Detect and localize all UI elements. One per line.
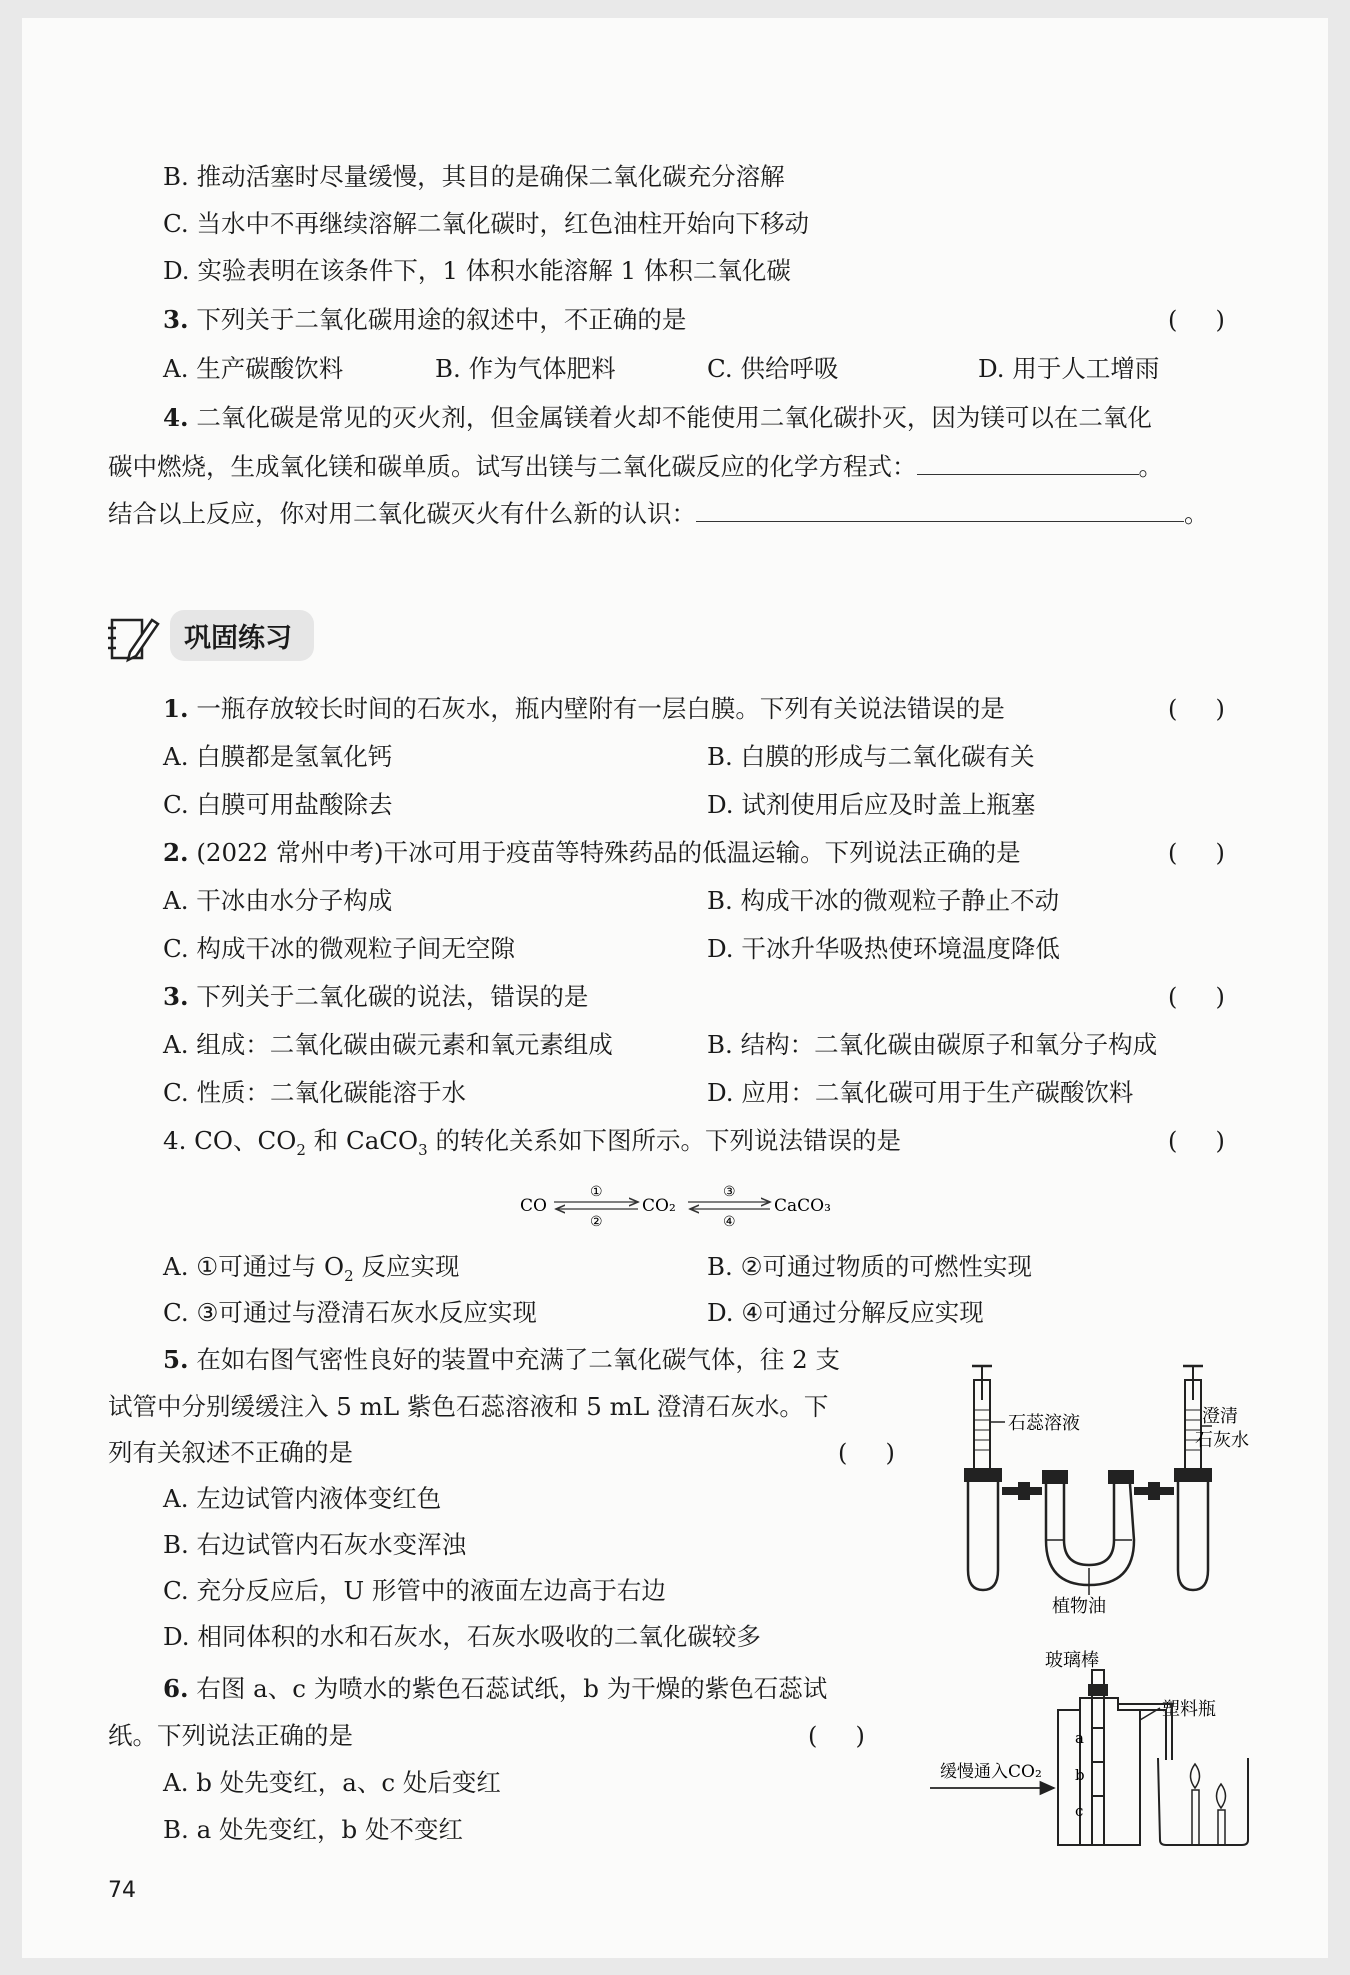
glass-rod-label: 玻璃棒 <box>1045 1650 1099 1671</box>
option-b: B. 白膜的形成与二氧化碳有关 <box>707 742 1035 771</box>
question-6-line1: 6. 右图 a、c 为喷水的紫色石蕊试纸，b 为干燥的紫色石蕊试 <box>163 1674 828 1703</box>
option-c: C. 构成干冰的微观粒子间无空隙 <box>163 934 515 963</box>
question-3-stem: 3. 下列关于二氧化碳的说法，错误的是 <box>163 982 589 1011</box>
option-a: A. 白膜都是氢氧化钙 <box>163 742 393 771</box>
conversion-diagram <box>520 1180 840 1230</box>
paper-c-label: c <box>1075 1802 1084 1820</box>
answer-paren: ( ) <box>1168 983 1225 1011</box>
co2-bottle-apparatus-diagram <box>920 1640 1260 1855</box>
option-a: A. 干冰由水分子构成 <box>163 886 393 915</box>
option-d: D. 相同体积的水和石灰水，石灰水吸收的二氧化碳较多 <box>163 1622 761 1651</box>
option-d: D. 应用：二氧化碳可用于生产碳酸饮料 <box>707 1078 1134 1107</box>
answer-paren: ( ) <box>838 1439 895 1467</box>
option-a: A. b 处先变红，a、c 处后变红 <box>163 1768 501 1797</box>
pencil-notebook-icon <box>106 612 162 664</box>
option-d: D. ④可通过分解反应实现 <box>707 1298 984 1327</box>
option-c: C. 白膜可用盐酸除去 <box>163 790 393 819</box>
question-1-stem: 1. 一瓶存放较长时间的石灰水，瓶内壁附有一层白膜。下列有关说法错误的是 <box>163 694 1005 723</box>
option-d: D. 用于人工增雨 <box>978 354 1160 383</box>
option-c: C. 性质：二氧化碳能溶于水 <box>163 1078 466 1107</box>
answer-paren: ( ) <box>1168 1127 1225 1155</box>
option-b: B. 构成干冰的微观粒子静止不动 <box>707 886 1060 915</box>
option-b: B. 作为气体肥料 <box>435 354 616 383</box>
limewater-label-1: 澄清 <box>1202 1406 1238 1427</box>
caco3-label: CaCO₃ <box>774 1196 831 1216</box>
arrow-2-label: ② <box>590 1214 603 1230</box>
option-c: C. 当水中不再继续溶解二氧化碳时，红色油柱开始向下移动 <box>163 209 809 238</box>
option-c: C. ③可通过与澄清石灰水反应实现 <box>163 1298 537 1327</box>
co2-label: CO₂ <box>642 1196 676 1216</box>
option-b: B. a 处先变红，b 处不变红 <box>163 1815 463 1844</box>
arrow-3-label: ③ <box>723 1184 736 1200</box>
question-5-line2: 试管中分别缓缓注入 5 mL 紫色石蕊溶液和 5 mL 澄清石灰水。下 <box>108 1392 829 1421</box>
section-title: 巩固练习 <box>170 610 314 661</box>
answer-paren: ( ) <box>1168 306 1225 334</box>
paper-b-label: b <box>1075 1766 1085 1784</box>
question-5-line1: 5. 在如右图气密性良好的装置中充满了二氧化碳气体，往 2 支 <box>163 1345 841 1374</box>
question-4-line1: 4. 二氧化碳是常见的灭火剂，但金属镁着火却不能使用二氧化碳扑灭，因为镁可以在二氧化 <box>163 403 1152 432</box>
answer-blank[interactable] <box>917 450 1139 475</box>
question-3-stem: 3. 下列关于二氧化碳用途的叙述中，不正确的是 <box>163 305 687 334</box>
option-a: A. ①可通过与 $O_2$ 反应实现 <box>163 1252 460 1285</box>
page-number: 74 <box>108 1878 136 1903</box>
question-4-line2: 碳中燃烧，生成氧化镁和碳单质。试写出镁与二氧化碳反应的化学方程式： 。 <box>108 452 1163 481</box>
option-d: D. 实验表明在该条件下，1 体积水能溶解 1 体积二氧化碳 <box>163 256 791 285</box>
arrow-4-label: ④ <box>723 1214 736 1230</box>
inlet-label: 缓慢通入CO₂ <box>940 1762 1042 1782</box>
option-b: B. 结构：二氧化碳由碳原子和氧分子构成 <box>707 1030 1158 1059</box>
option-d: D. 试剂使用后应及时盖上瓶塞 <box>707 790 1036 819</box>
question-5-line3: 列有关叙述不正确的是 <box>108 1438 353 1467</box>
oil-label: 植物油 <box>1052 1596 1106 1615</box>
paper-a-label: a <box>1075 1729 1084 1747</box>
option-b: B. 推动活塞时尽量缓慢，其目的是确保二氧化碳充分溶解 <box>163 162 785 191</box>
limewater-label-2: 石灰水 <box>1195 1430 1249 1451</box>
option-c: C. 供给呼吸 <box>707 354 839 383</box>
option-c: C. 充分反应后，U 形管中的液面左边高于右边 <box>163 1576 666 1605</box>
question-2-stem: 2. (2022 常州中考)干冰可用于疫苗等特殊药品的低温运输。下列说法正确的是 <box>163 838 1021 867</box>
option-b: B. ②可通过物质的可燃性实现 <box>707 1252 1033 1281</box>
answer-paren: ( ) <box>1168 839 1225 867</box>
plastic-bottle-label: 塑料瓶 <box>1162 1699 1216 1720</box>
option-d: D. 干冰升华吸热使环境温度降低 <box>707 934 1060 963</box>
co-label: CO <box>520 1196 547 1216</box>
question-4-stem: 4. CO、$CO_2$ 和 CaCO$_3$ 的转化关系如下图所示。下列说法错误的是 <box>163 1126 901 1159</box>
answer-blank[interactable] <box>696 497 1184 522</box>
litmus-label: 石蕊溶液 <box>1008 1413 1080 1434</box>
answer-paren: ( ) <box>1168 695 1225 723</box>
question-6-line2: 纸。下列说法正确的是 <box>108 1721 353 1750</box>
option-a: A. 生产碳酸饮料 <box>163 354 344 383</box>
answer-paren: ( ) <box>808 1722 865 1750</box>
u-tube-apparatus-diagram <box>950 1360 1260 1615</box>
option-b: B. 右边试管内石灰水变浑浊 <box>163 1530 467 1559</box>
option-a: A. 左边试管内液体变红色 <box>163 1484 442 1513</box>
option-a: A. 组成：二氧化碳由碳元素和氧元素组成 <box>163 1030 613 1059</box>
arrow-1-label: ① <box>590 1184 603 1200</box>
question-4-line3: 结合以上反应，你对用二氧化碳灭火有什么新的认识： 。 <box>108 499 1209 528</box>
